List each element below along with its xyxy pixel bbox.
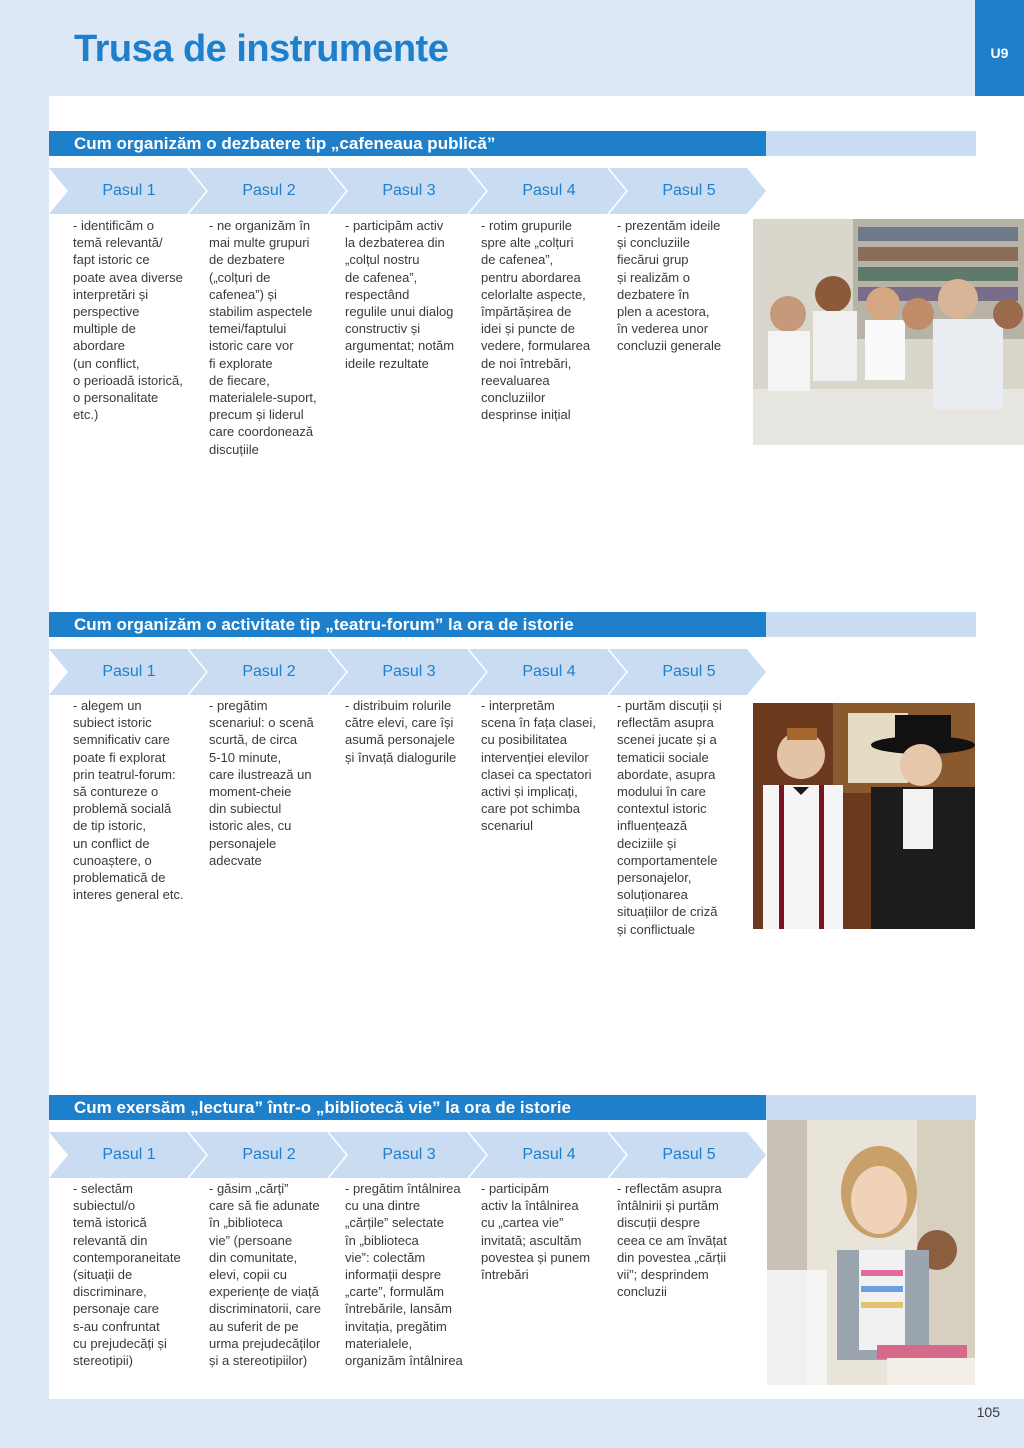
step-text-line: reevaluarea [481,372,550,388]
step-description [73,697,184,903]
step-text-line: semnificativ care [73,732,170,748]
step-text-line: cu una dintre [345,1198,421,1214]
step-text-line: către elevi, care își [345,715,454,731]
step-text-line: întrebările, lansăm [345,1301,452,1317]
step-description [617,217,721,355]
step-text-line: povestea și punem [481,1249,591,1265]
section-title-band [766,131,976,156]
step-text-line: materialele-suport, [209,390,317,406]
step-text-line: „colțul nostru [345,252,420,268]
section-title-band [766,612,976,637]
step-text-line: fapt istoric ce [73,252,150,268]
step-text-line: concluziilor [481,390,546,406]
step-text-line: situațiilor de criză [617,904,718,920]
step-text-line: idei și puncte de [481,321,575,337]
step-description [481,697,596,835]
step-text-line: etc.) [73,407,99,423]
page-title: Trusa de instrumente [74,28,449,70]
step-text-line: celorlalte aspecte, [481,286,586,302]
step-text-line: o personalitate [73,390,159,406]
step-text-line: cu „cartea vie” [481,1215,564,1231]
step-text-line: activi și implicați, [481,784,578,800]
step-text-line: dezbatere în [617,286,690,302]
step-text-line: - distribuim rolurile [345,698,452,713]
step-text-line: subiect istoric [73,715,152,731]
step-text-line: în „biblioteca [345,1232,419,1248]
step-text-line: multiple de [73,321,136,337]
step-text-line: problemă socială [73,801,172,817]
step-text-line: care coordonează [209,424,314,440]
step-text-line: respectând [345,286,410,302]
step-text-line: întrebări [481,1267,529,1283]
step-text-line: scena în fața clasei, [481,715,596,731]
step-text-line: ceea ce am învățat [617,1232,727,1248]
steps-chevron-row [49,168,766,214]
step-text-line: de cafenea”, [481,252,554,268]
step-text-line: contextul istoric [617,801,707,817]
step-text-line: - pregătim întâlnirea [345,1181,461,1196]
step-text-line: și concluziile [617,235,690,251]
step-label: Pasul 3 [382,182,436,199]
step-text-line: - prezentăm ideile [617,218,721,233]
step-text-line: desprinse inițial [481,407,571,423]
step-text-line: contemporaneitate [73,1249,181,1265]
section-title-band [766,1095,976,1120]
step-description [73,1180,181,1369]
step-text-line: de noi întrebări, [481,355,572,371]
step-text-line: experiențe de viață [209,1284,319,1300]
step-text-line: în „biblioteca [209,1215,283,1231]
step-text-line: abordate, asupra [617,766,716,782]
step-text-line: adecvate [209,852,262,868]
step-text-line: - găsim „cărți” [209,1181,289,1196]
step-label: Pasul 2 [242,663,296,680]
step-label: Pasul 2 [242,182,296,199]
step-description [209,697,314,869]
step-text-line: (situații de [73,1267,133,1283]
step-text-line: stereotipii) [73,1353,133,1369]
step-text-line: și a stereotipiilor) [209,1353,308,1369]
step-text-line: informații despre [345,1267,442,1283]
step-text-line: invitată; ascultăm [481,1232,582,1248]
step-description [209,1180,321,1369]
step-description [345,217,454,372]
step-label: Pasul 4 [522,182,576,199]
step-description [209,217,317,458]
step-text-line: relevantă din [73,1232,148,1248]
step-text-line: spre alte „colțuri [481,235,574,251]
step-text-line: vie”: colectăm [345,1249,426,1265]
step-text-line: influențează [617,818,688,834]
step-text-line: „carte”, formulăm [345,1284,444,1300]
step-text-line: cunoaștere, o [73,852,152,868]
step-text-line: din povestea „cărții [617,1249,727,1265]
step-text-line: de tip istoric, [73,818,146,834]
step-text-line: - ne organizăm în [209,218,311,233]
step-text-line: - selectăm [73,1181,133,1196]
step-text-line: temă relevantă/ [73,235,163,251]
step-text-line: deciziile și [617,835,677,851]
step-text-line: - reflectăm asupra [617,1181,722,1196]
step-text-line: în vederea unor [617,321,709,337]
step-label: Pasul 5 [662,182,716,199]
step-text-line: scenei jucate și a [617,732,717,748]
step-text-line: asumă personajele [345,732,455,748]
step-text-line: fi explorate [209,355,273,371]
step-label: Pasul 5 [662,663,716,680]
step-text-line: comportamentele [617,852,718,868]
step-label: Pasul 2 [242,1146,296,1163]
step-text-line: reflectăm asupra [617,715,714,731]
step-text-line: ideile rezultate [345,355,429,371]
step-description [481,217,590,423]
step-text-line: scenariul [481,818,534,834]
step-text-line: mai multe grupuri [209,235,310,251]
step-text-line: la dezbaterea din [345,235,445,251]
step-text-line: - purtăm discuții și [617,698,722,713]
step-text-line: care să fie adunate [209,1198,320,1214]
step-text-line: - rotim grupurile [481,218,573,233]
step-text-line: - interpretăm [481,698,555,713]
step-text-line: cafenea”) și [209,286,277,302]
step-text-line: stabilim aspectele [209,304,313,320]
step-description [345,1180,463,1369]
step-text-line: interes general etc. [73,887,184,903]
step-text-line: concluzii generale [617,338,722,354]
step-text-line: regulile unui dialog [345,304,454,320]
step-text-line: - alegem un [73,698,142,713]
step-text-line: - identificăm o [73,218,154,233]
step-text-line: organizăm întâlnirea [345,1353,463,1369]
step-description [481,1180,590,1283]
step-text-line: fiecărui grup [617,252,689,268]
step-text-line: scurtă, de circa [209,732,298,748]
step-text-line: scenariul: o scenă [209,715,314,731]
step-text-line: din comunitate, [209,1249,298,1265]
step-label: Pasul 1 [102,182,156,199]
step-text-line: vie” (persoane [209,1232,293,1248]
step-text-line: vedere, formularea [481,338,591,354]
step-text-line: soluționarea [617,887,688,903]
step-text-line: personaje care [73,1301,159,1317]
step-text-line: tematicii sociale [617,749,709,765]
step-text-line: de fiecare, [209,372,270,388]
step-text-line: poate avea diverse [73,269,183,285]
step-text-line: personajele [209,835,277,851]
step-text-line: abordare [73,338,126,354]
page-number: 105 [976,1404,1000,1420]
step-text-line: elevi, copii cu [209,1267,288,1283]
step-text-line: materialele, [345,1335,413,1351]
step-label: Pasul 3 [382,663,436,680]
step-text-line: discuții despre [617,1215,701,1231]
step-text-line: concluzii [617,1284,667,1300]
step-text-line: personajelor, [617,870,692,886]
section-title: Cum exersăm „lectura” într-o „bibliotecă vie” la ora de istorie [49,1095,766,1120]
step-text-line: - participăm [481,1181,549,1196]
step-text-line: întâlnirii și purtăm [617,1198,719,1214]
step-description [617,1180,727,1300]
unit-tab: U9 [975,0,1024,96]
step-text-line: invitația, pregătim [345,1318,447,1334]
step-text-line: (un conflict, [73,355,140,371]
step-text-line: împărtășirea de [481,304,572,320]
step-text-line: plen a acestora, [617,304,710,320]
step-text-line: cu prejudecăți și [73,1335,167,1351]
step-text-line: constructiv și [345,321,421,337]
step-text-line: activ la întâlnirea [481,1198,579,1214]
step-text-line: poate fi explorat [73,749,166,765]
step-text-line: istoric care vor [209,338,294,354]
section-title: Cum organizăm o activitate tip „teatru-forum” la ora de istorie [49,612,766,637]
step-text-line: perspective [73,304,140,320]
step-text-line: și conflictuale [617,921,696,937]
step-text-line: un conflict de [73,835,150,851]
step-text-line: vii”; desprindem [617,1267,709,1283]
step-text-line: temei/faptului [209,321,287,337]
step-text-line: urma prejudecăților [209,1335,321,1351]
step-text-line: intervenției elevilor [481,749,589,765]
step-text-line: argumentat; notăm [345,338,455,354]
step-label: Pasul 3 [382,1146,436,1163]
step-text-line: modului în care [617,784,706,800]
step-text-line: s-au confruntat [73,1318,160,1334]
step-text-line: problematică de [73,870,166,886]
step-text-line: cu posibilitatea [481,732,567,748]
step-text-line: temă istorică [73,1215,147,1231]
step-text-line: din subiectul [209,801,282,817]
step-label: Pasul 1 [102,1146,156,1163]
step-text-line: și realizăm o [617,269,690,285]
photo-girl-listening [767,1120,975,1385]
step-text-line: care pot schimba [481,801,580,817]
step-text-line: „cărțile” selectate [345,1215,444,1231]
step-text-line: care ilustrează un [209,766,312,782]
step-description [73,217,183,423]
step-text-line: clasei ca spectatori [481,766,592,782]
step-text-line: istoric ales, cu [209,818,292,834]
step-text-line: subiectul/o [73,1198,136,1214]
step-text-line: pentru abordarea [481,269,581,285]
step-label: Pasul 4 [522,663,576,680]
step-text-line: moment-cheie [209,784,292,800]
step-text-line: - pregătim [209,698,268,713]
step-text-line: discriminare, [73,1284,147,1300]
step-text-line: - participăm activ [345,218,444,233]
step-text-line: discuțiile [209,441,259,457]
step-description [617,697,722,938]
step-text-line: („colțuri de [209,269,271,285]
step-text-line: să contureze o [73,784,159,800]
step-text-line: și învață dialogurile [345,749,457,765]
step-text-line: de cafenea”, [345,269,418,285]
section-title: Cum organizăm o dezbatere tip „cafeneaua publică” [49,131,766,156]
step-text-line: precum și liderul [209,407,304,423]
step-text-line: au suferit de pe [209,1318,299,1334]
step-label: Pasul 1 [102,663,156,680]
photo-classroom-discussion [753,219,1024,445]
step-text-line: interpretări și [73,286,149,302]
step-description [345,697,456,766]
photo-students-costumed [753,703,975,929]
step-label: Pasul 4 [522,1146,576,1163]
step-text-line: prin teatrul-forum: [73,766,176,782]
steps-chevron-row [49,649,766,695]
step-text-line: o perioadă istorică, [73,372,183,388]
step-label: Pasul 5 [662,1146,716,1163]
steps-chevron-row [49,1132,766,1178]
step-text-line: discriminatorii, care [209,1301,321,1317]
step-text-line: 5-10 minute, [209,749,282,765]
step-text-line: de dezbatere [209,252,285,268]
